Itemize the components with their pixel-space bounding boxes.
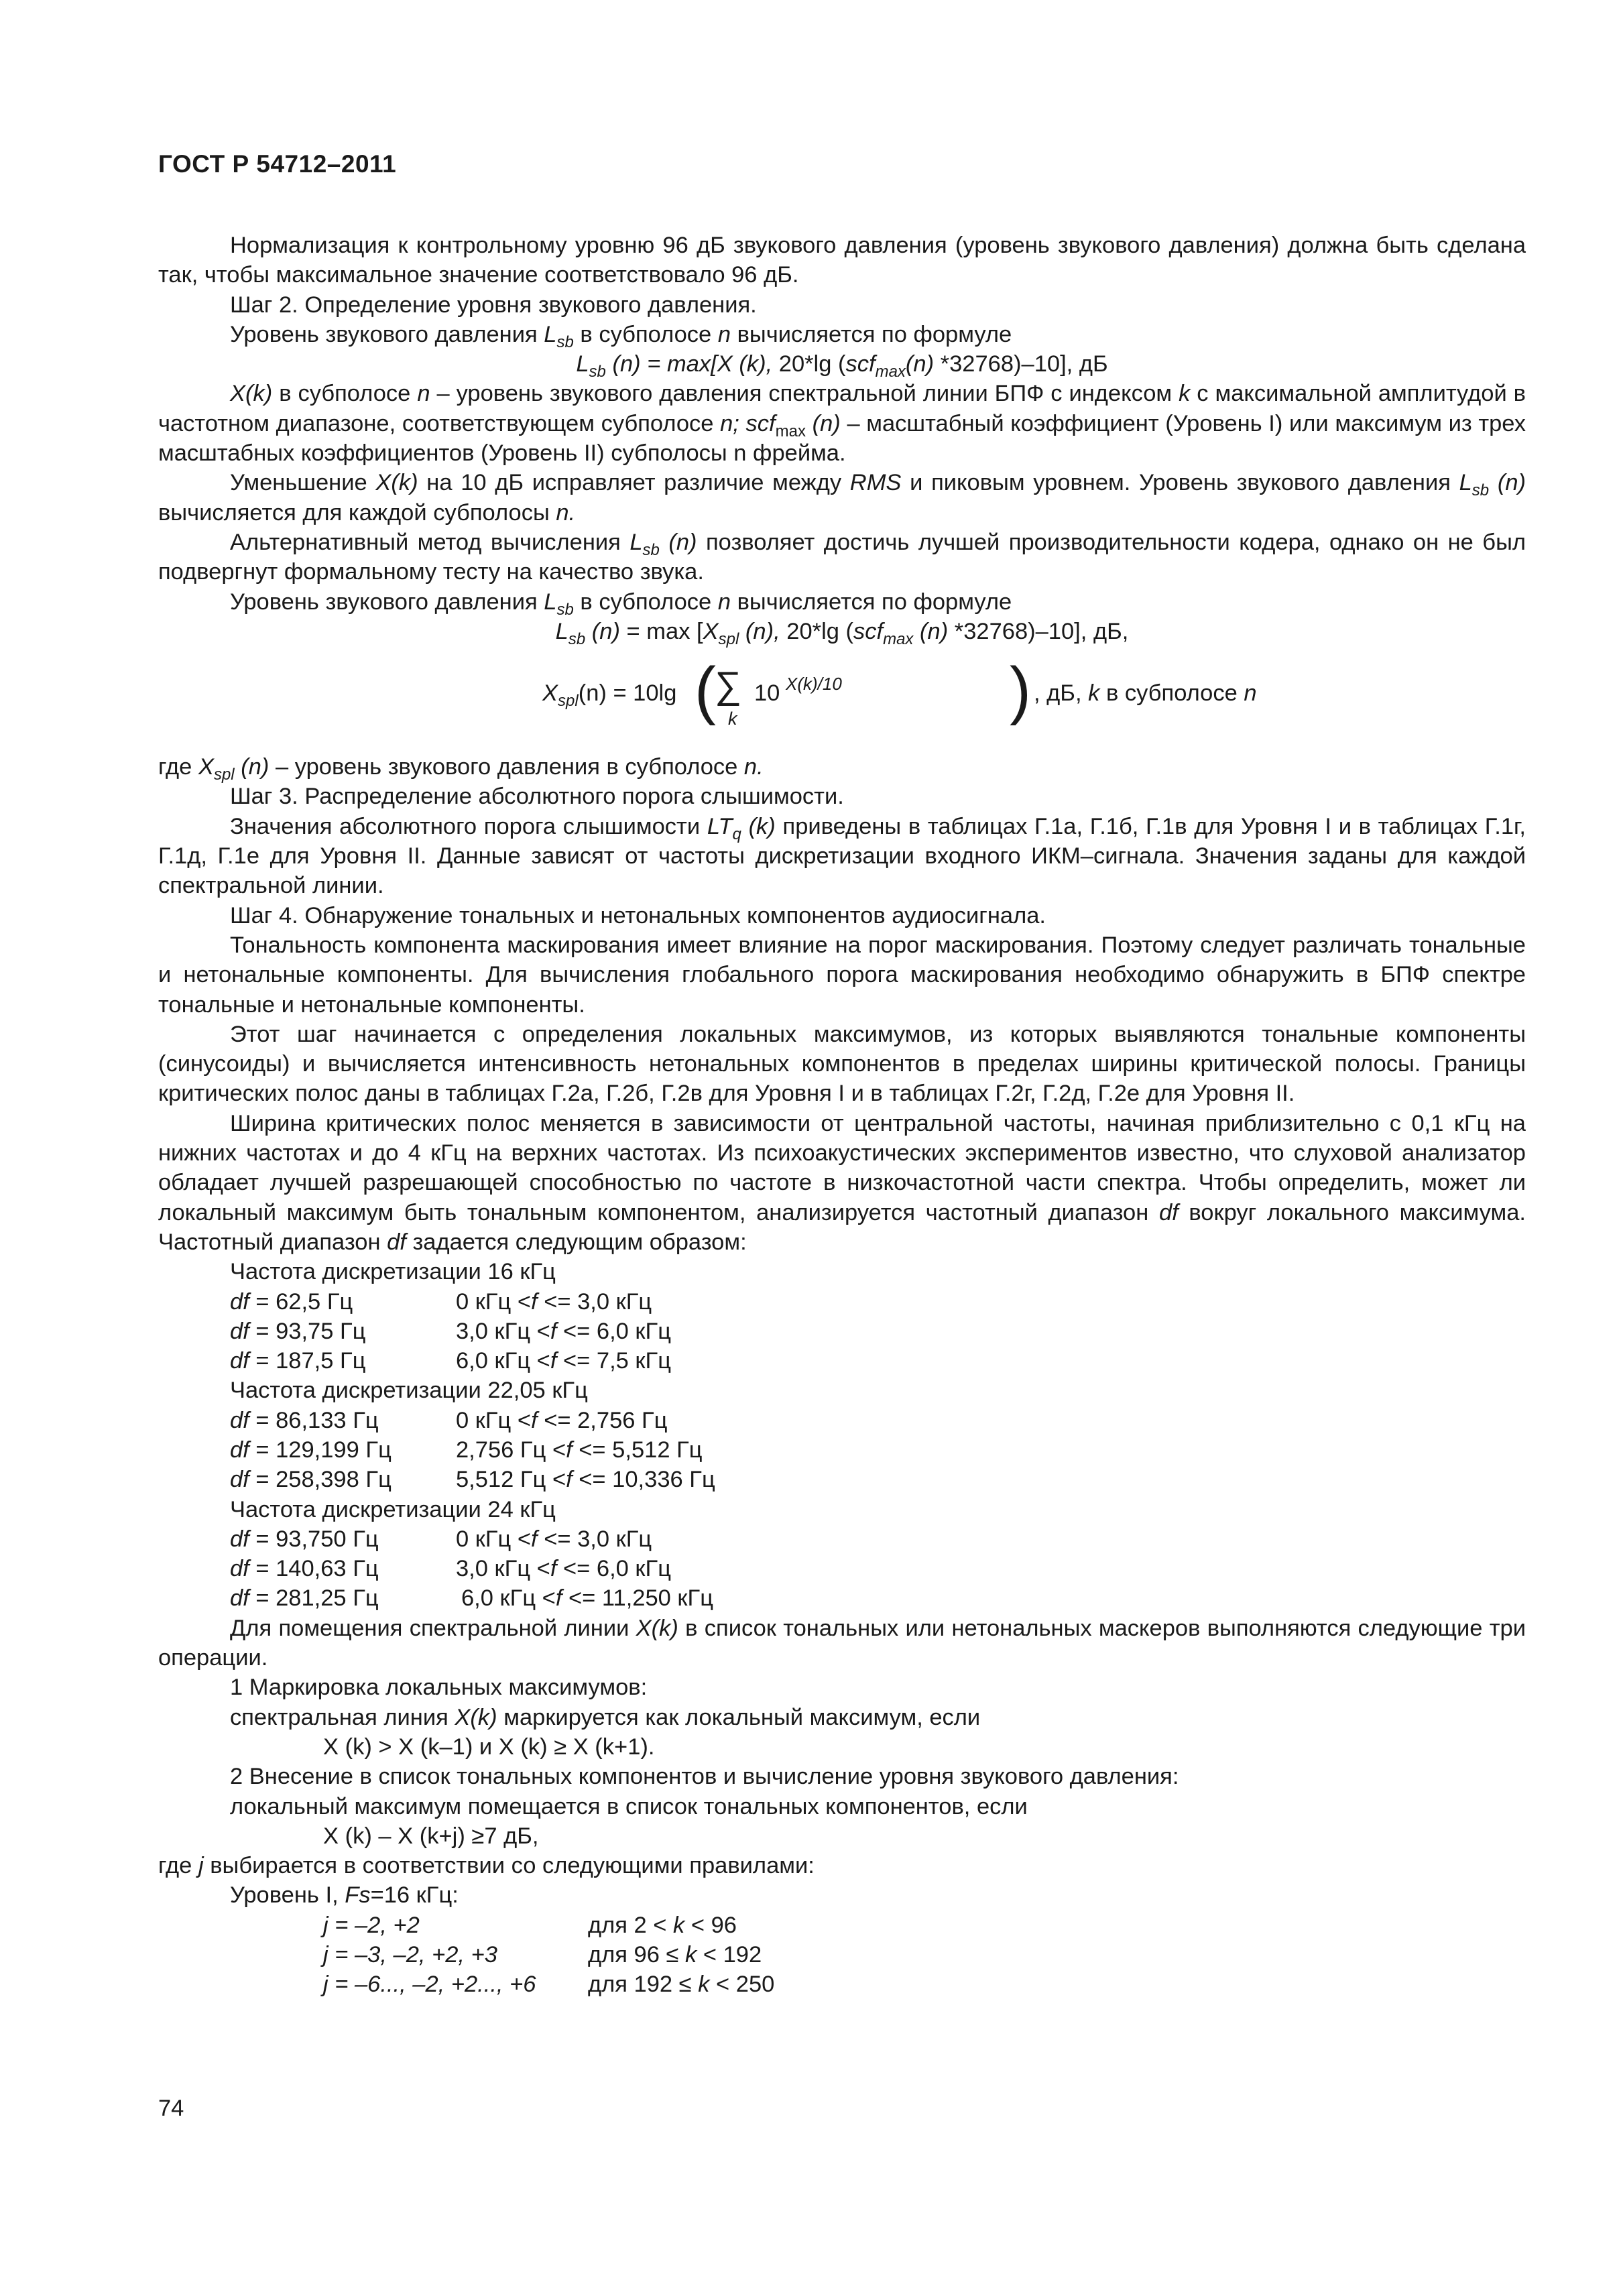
paragraph-spl-formula-intro: Уровень звукового давления $L_{sb}$ в субполосе n вычисляется по формуле — [230, 321, 1012, 351]
df-row: df = 93,75 Гц 3,0 кГц <f <= 6,0 кГц — [230, 1318, 671, 1344]
step-4-heading: Шаг 4. Обнаружение тональных и нетональных компонентов аудиосигнала. — [230, 902, 1046, 928]
j-rule-row: j = –2, +2 для 2 < k < 96 — [323, 1912, 737, 1938]
paragraph-xk-definition: X(k) в субполосе n – уровень звукового давления спектральной линии БПФ с индексом k с максимальной амплитудой в частотном диапазоне, соответствующем субполосе n; scf$_{max}$ (n) – масштабный коэффициент (Уровень I) или максимум из трех масштабных коэффициентов (Уровень II) субполосы n фрейма. — [158, 381, 1526, 467]
paragraph-three-operations: Для помещения спектральной линии X(k) в список тональных или нетональных маскеров выполняются следующие три операции. — [158, 1615, 1526, 1671]
df-row: df = 258,398 Гц 5,512 Гц <f <= 10,336 Гц — [230, 1467, 715, 1493]
left-paren-glyph: ( — [695, 654, 716, 727]
df-group-22khz — [158, 1376, 1526, 1494]
df-group-16khz — [158, 1257, 1526, 1376]
paragraph-normalization: Нормализация к контрольному уровню 96 дБ звукового давления (уровень звукового давления) должна быть сделана так, чтобы максимальное значение соответствовало 96 дБ. — [158, 233, 1526, 288]
step-3-heading: Шаг 3. Распределение абсолютного порога слышимости. — [230, 784, 844, 810]
j-rule-row: j = –3, –2, +2, +3 для 96 ≤ k < 192 — [323, 1942, 762, 1968]
operation-1-condition: X (k) > X (k–1) и X (k) ≥ X (k+1). — [323, 1734, 655, 1760]
df-row: df = 281,25 Гц 6,0 кГц <f <= 11,250 кГц — [230, 1585, 713, 1612]
paragraph-tonality: Тональность компонента маскирования имеет влияние на порог маскирования. Поэтому следует различать тональные и нетональные компоненты. Для вычисления глобального порога маскирования необходимо обнаружить в БПФ спектре тональные и нетональные компоненты. — [158, 932, 1526, 1018]
df-row: df = 93,750 Гц 0 кГц <f <= 3,0 кГц — [230, 1526, 652, 1552]
paragraph-local-maxima: Этот шаг начинается с определения локальных максимумов, из которых выявляются тональные компоненты (синусоиды) и вычисляется интенсивность нетональных компонентов в пределах ширины критической полосы. Границы критических полос даны в таблицах Г.2а, Г.2б, Г.2в для Уровня I и в таблицах Г.2г, Г.2д, Г.2е для Уровня II. — [158, 1021, 1526, 1107]
paragraph-j-rules-intro: где j выбирается в соответствии со следующими правилами: — [158, 1853, 815, 1879]
operation-1-heading: 1 Маркировка локальных максимумов: — [230, 1675, 648, 1701]
df-row: df = 140,63 Гц 3,0 кГц <f <= 6,0 кГц — [230, 1556, 671, 1582]
sum-symbol: ∑ — [715, 664, 741, 707]
paragraph-critical-bands: Ширина критических полос меняется в зависимости от центральной частоты, начиная приблизительно с 0,1 кГц на нижних частотах и до 4 кГц на верхних частотах. Из психоакустических экспериментов известно, что слуховой анализатор обладает лучшей разрешающей способностью по частоте в низкочастотной части спектра. Чтобы определить, может ли локальный максимум быть тональным компонентом, анализируется частотный диапазон df вокруг локального максимума. Частотный диапазон df задается следующим образом: — [158, 1110, 1526, 1255]
paragraph-reduction: Уменьшение X(k) на 10 дБ исправляет различие между RMS и пиковым уровнем. Уровень звукового давления $L_{sb}$ (n) вычисляется для каждой субполосы n. — [158, 470, 1526, 526]
df-group-heading: Частота дискретизации 22,05 кГц — [230, 1378, 588, 1404]
paragraph-xspl-definition: где $X_{spl}$ (n) – уровень звукового давления в субполосе n. — [158, 754, 764, 784]
level-1-fs-16: Уровень I, Fs=16 кГц: — [230, 1882, 459, 1909]
paragraph-alternative-method: Альтернативный метод вычисления $L_{sb}$ (n) позволяет достичь лучшей производительности кодера, однако он не был подвергнут формальному тесту на качество звука. — [158, 529, 1526, 585]
formula-xspl: $X_{spl}(n) = 10\lg$ ( ∑ k 10 X(k)/10 ) , дБ, k в субполосе n — [158, 652, 1526, 745]
df-row: df = 62,5 Гц 0 кГц <f <= 3,0 кГц — [230, 1288, 652, 1315]
df-row: df = 129,199 Гц 2,756 Гц <f <= 5,512 Гц — [230, 1437, 703, 1463]
operation-2-text: локальный максимум помещается в список тональных компонентов, если — [230, 1793, 1028, 1819]
page-number: 74 — [158, 2096, 184, 2121]
df-group-heading: Частота дискретизации 16 кГц — [230, 1259, 556, 1285]
formula-lsb-alternative: $L_{sb}$ $(n) = \max [X_{spl}$ (n), 20*lg (scf$_{max}$ (n) *32768)–10], дБ, — [555, 618, 1129, 648]
operation-1-text: спектральная линия X(k) маркируется как локальный максимум, если — [230, 1704, 981, 1730]
step-2-heading: Шаг 2. Определение уровня звукового давления. — [230, 292, 757, 318]
df-row: df = 187,5 Гц 6,0 кГц <f <= 7,5 кГц — [230, 1348, 671, 1374]
paragraph-spl-formula-intro-2: Уровень звукового давления $L_{sb}$ в субполосе n вычисляется по формуле — [230, 589, 1012, 619]
df-group-heading: Частота дискретизации 24 кГц — [230, 1496, 556, 1522]
sum-index: k — [728, 709, 737, 729]
operation-2-heading: 2 Внесение в список тональных компонентов и вычисление уровня звукового давления: — [230, 1764, 1179, 1790]
right-paren-glyph: ) — [1010, 654, 1031, 727]
page-header-title: ГОСТ Р 54712–2011 — [158, 150, 397, 178]
document-body — [158, 231, 1526, 2000]
j-rule-row: j = –6..., –2, +2..., +6 для 192 ≤ k < 250 — [323, 1972, 775, 1998]
df-row: df = 86,133 Гц 0 кГц <f <= 2,756 Гц — [230, 1407, 668, 1433]
operation-2-condition: X (k) – X (k+j) ≥7 дБ, — [323, 1823, 539, 1849]
formula-lsb: $L_{sb}$ (n) = max[X (k), 20*lg (scf$_{max}$(n) *32768)–10], дБ — [576, 351, 1108, 381]
exponent: X(k)/10 — [786, 674, 842, 694]
paragraph-threshold-tables: Значения абсолютного порога слышимости $LT_q$ (k) приведены в таблицах Г.1а, Г.1б, Г.1в для Уровня I и в таблицах Г.1г, Г.1д, Г.1е для Уровня II. Данные зависят от частоты дискретизации входного ИКМ–сигнала. Значения заданы для каждой спектральной линии. — [158, 813, 1526, 899]
df-group-24khz — [158, 1495, 1526, 1614]
